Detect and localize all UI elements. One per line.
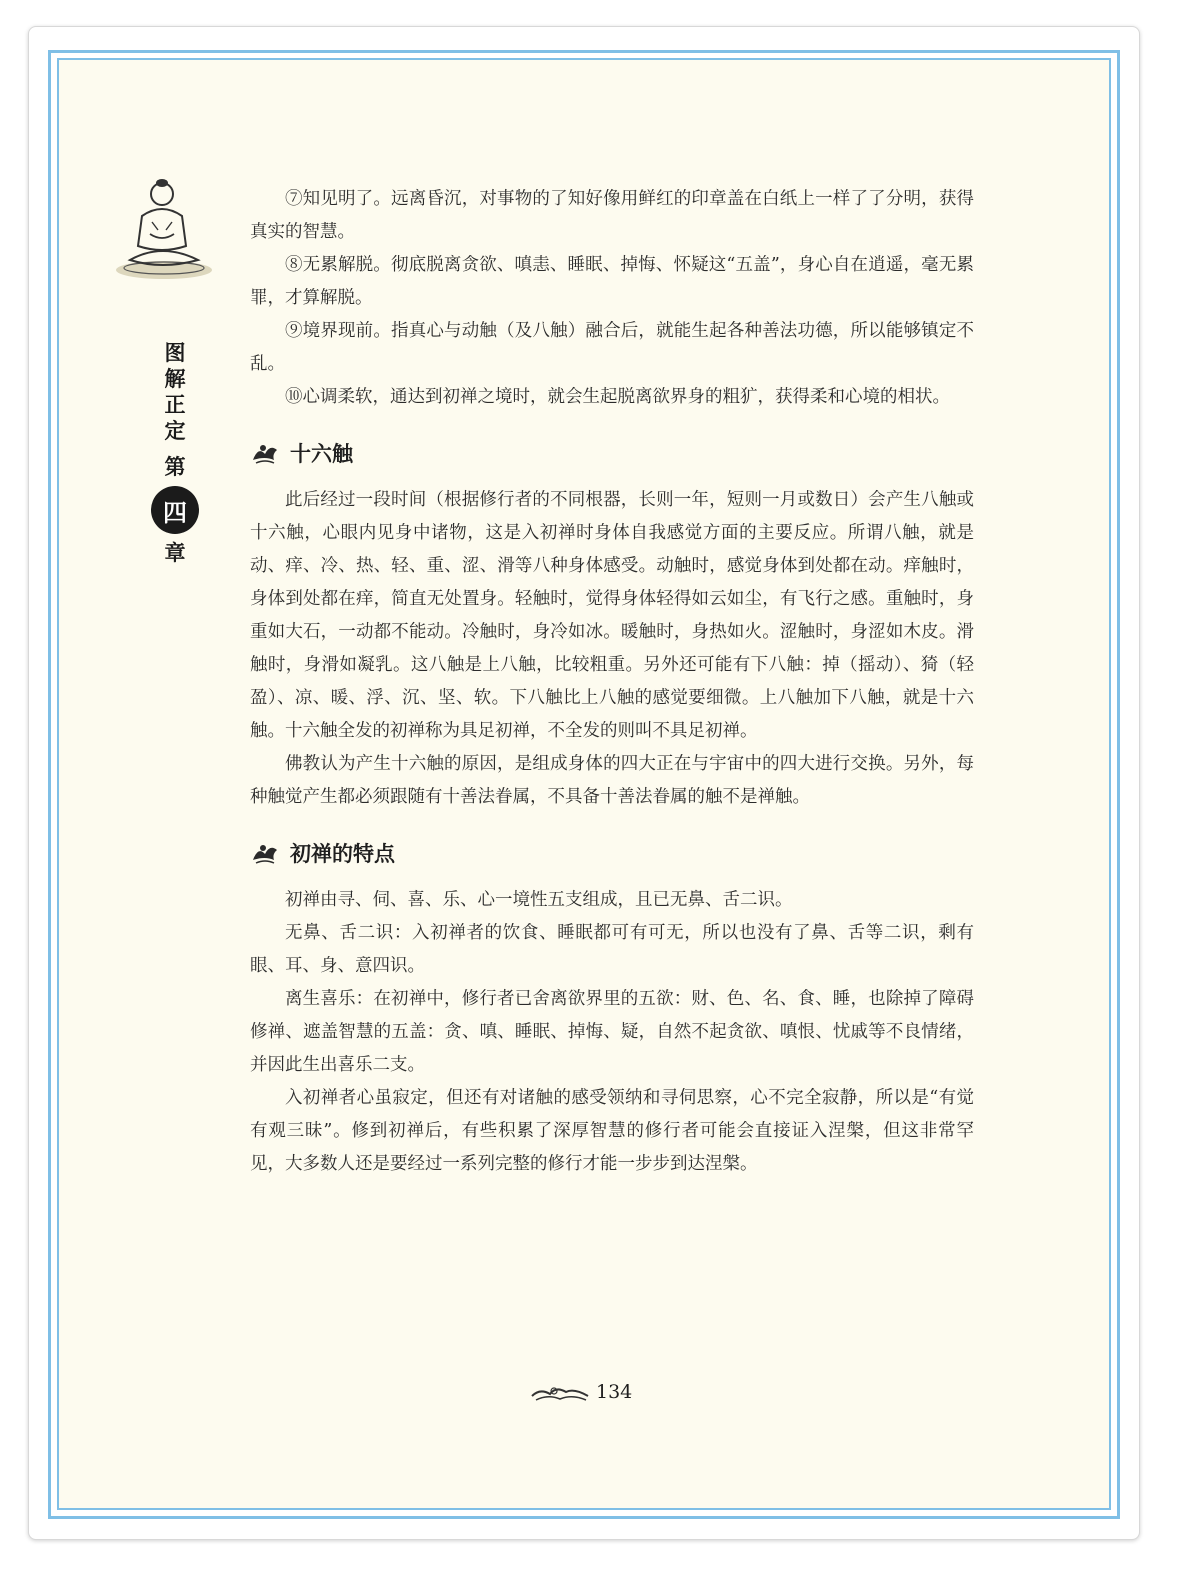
section-paragraph: 离生喜乐：在初禅中，修行者已舍离欲界里的五欲：财、色、名、食、睡，也除掉了障碍修禅、遮盖智慧的五盖：贪、嗔、睡眠、掉悔、疑，自然不起贪欲、嗔恨、忧戚等不良情绪，并因此生出喜乐二支。 bbox=[250, 989, 974, 1075]
intro-paragraph: ⑨境界现前。指真心与动触（及八触）融合后，就能生起各种善法功德，所以能够镇定不乱。 bbox=[250, 321, 974, 374]
intro-paragraph: ⑩心调柔软，通达到初禅之境时，就会生起脱离欲界身的粗犷，获得柔和心境的相状。 bbox=[285, 387, 950, 407]
chapter-side-label bbox=[147, 340, 203, 566]
section-title: 十六触 bbox=[290, 440, 353, 466]
side-label-zhang: 章 bbox=[164, 541, 186, 565]
buddha-figure-icon bbox=[112, 172, 214, 282]
side-label-di: 第 bbox=[164, 455, 186, 479]
side-label-char: 解 bbox=[164, 367, 186, 391]
section-heading bbox=[250, 830, 974, 876]
side-label-char: 定 bbox=[164, 419, 186, 443]
section-paragraph: 初禅由寻、伺、喜、乐、心一境性五支组成，且已无鼻、舌二识。 bbox=[285, 890, 793, 910]
section-paragraph: 此后经过一段时间（根据修行者的不同根器，长则一年，短则一月或数日）会产生八触或十六触，心眼内见身中诸物，这是入初禅时身体自我感觉方面的主要反应。所谓八触，就是动、痒、冷、热、轻、重、涩、滑等八种身体感受。动触时，感觉身体到处都在动。痒触时，身体到处都在痒，简直无处置身。轻触时，觉得身体轻得如云如尘，有飞行之感。重触时，身重如大石，一动都不能动。冷触时，身冷如冰。暖触时，身热如火。涩触时，身涩如木皮。滑触时，身滑如凝乳。这八触是上八触，比较粗重。另外还可能有下八触：掉（摇动）、猗（轻盈）、凉、暖、浮、沉、坚、软。下八触比上八触的感觉要细微。上八触加下八触，就是十六触。十六触全发的初禅称为具足初禅，不全发的则叫不具足初禅。 bbox=[250, 490, 974, 741]
lotus-ornament-icon bbox=[250, 440, 280, 466]
chapter-number-badge: 四 bbox=[151, 486, 199, 534]
lotus-ornament-icon bbox=[250, 840, 280, 866]
page-footer bbox=[530, 1374, 660, 1410]
section-paragraph: 无鼻、舌二识：入初禅者的饮食、睡眠都可有可无，所以也没有了鼻、舌等二识，剩有眼、耳、身、意四识。 bbox=[250, 923, 974, 976]
side-label-char: 正 bbox=[164, 393, 186, 417]
side-label-char: 图 bbox=[164, 341, 186, 365]
cloud-ornament-icon bbox=[530, 1380, 590, 1404]
section-paragraph: 佛教认为产生十六触的原因，是组成身体的四大正在与宇宙中的四大进行交换。另外，每种触觉产生都必须跟随有十善法眷属，不具备十善法眷属的触不是禅触。 bbox=[250, 754, 974, 807]
section-title: 初禅的特点 bbox=[290, 840, 395, 866]
main-text-column bbox=[250, 183, 974, 1181]
intro-paragraph: ⑦知见明了。远离昏沉，对事物的了知好像用鲜红的印章盖在白纸上一样了了分明，获得真实的智慧。 bbox=[250, 189, 974, 242]
page-number: 134 bbox=[596, 1381, 633, 1403]
section-heading bbox=[250, 430, 974, 476]
intro-paragraph: ⑧无累解脱。彻底脱离贪欲、嗔恚、睡眠、掉悔、怀疑这“五盖”，身心自在逍遥，毫无累罪，才算解脱。 bbox=[250, 255, 974, 308]
section-paragraph: 入初禅者心虽寂定，但还有对诸触的感受领纳和寻伺思察，心不完全寂静，所以是“有觉有观三昧”。修到初禅后，有些积累了深厚智慧的修行者可能会直接证入涅槃，但这非常罕见，大多数人还是要经过一系列完整的修行才能一步步到达涅槃。 bbox=[250, 1088, 974, 1174]
